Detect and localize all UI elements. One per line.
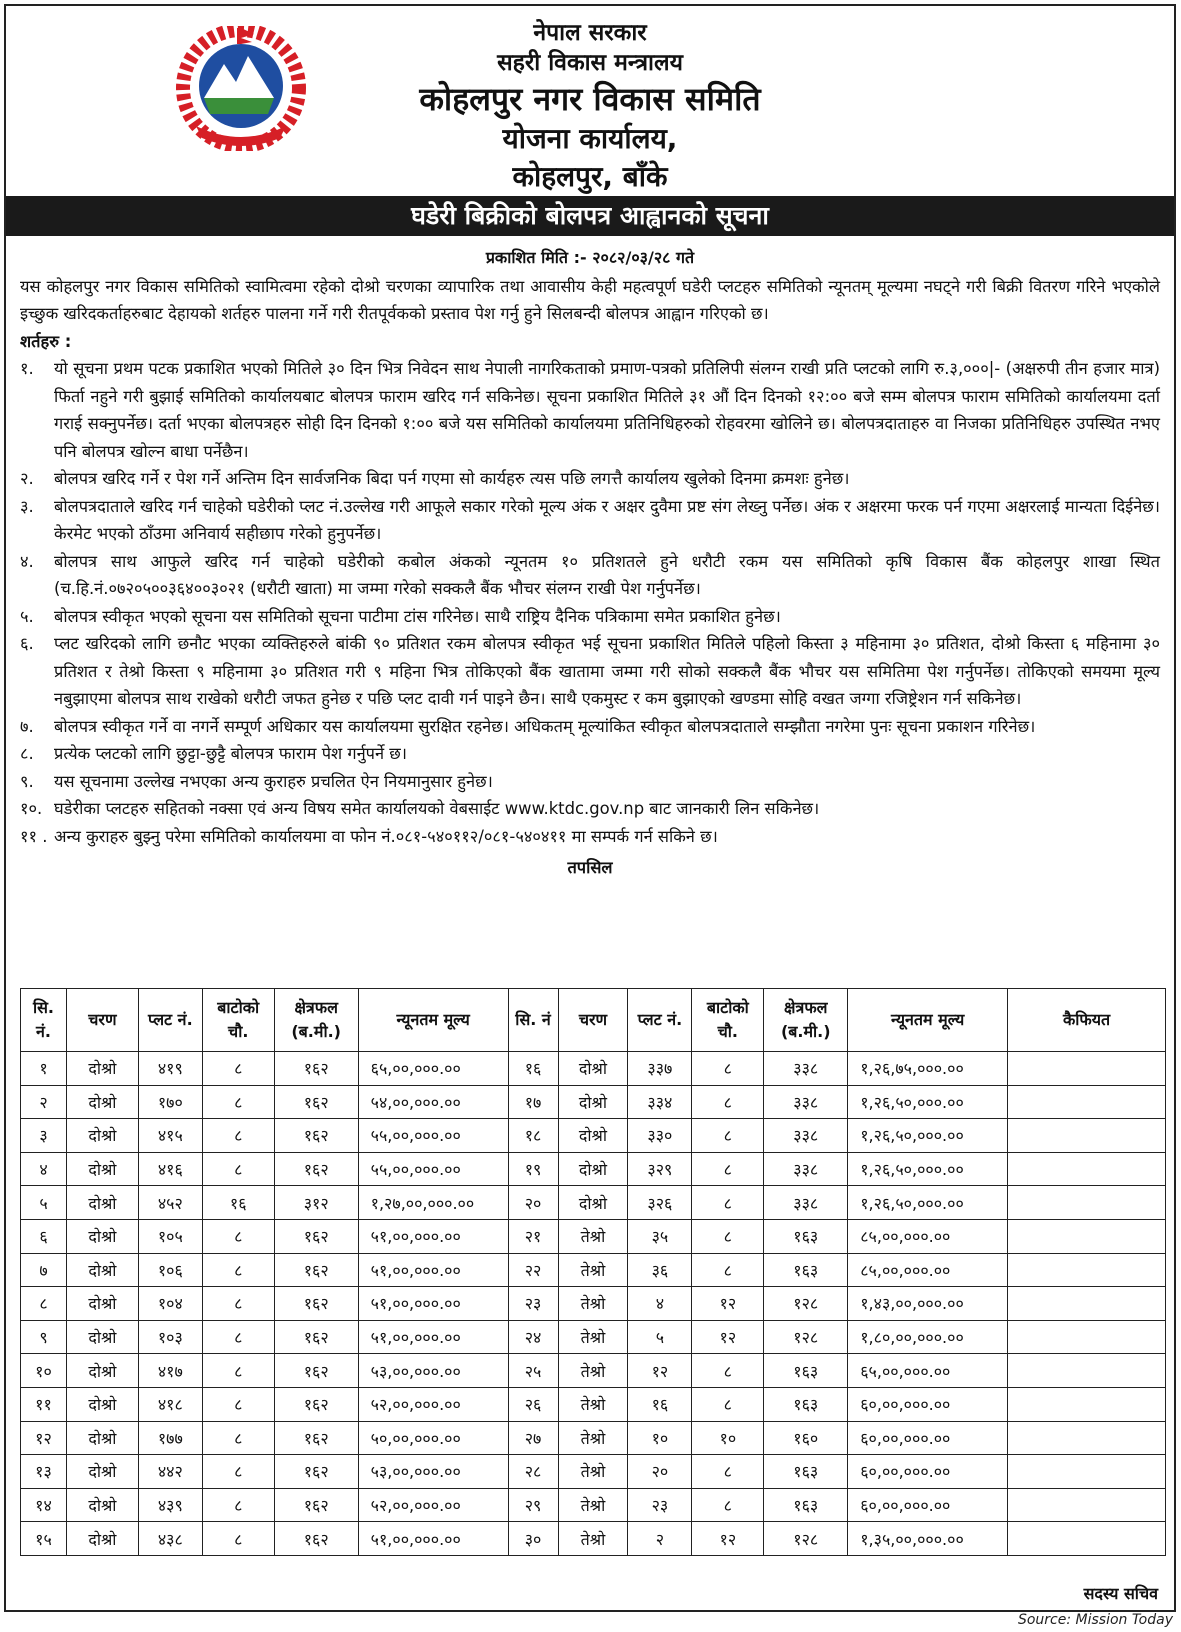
condition-item [20,740,1160,768]
table-cell: १६३ [764,1488,848,1522]
condition-number: ४. [20,551,34,571]
table-cell: ६०,००,०००.०० [848,1488,1008,1522]
table-row [21,1387,1166,1421]
table-cell: तेश्रो [558,1455,628,1489]
table-cell: ८ [692,1387,764,1421]
table-cell: १२ [21,1421,67,1455]
table-cell: १६२ [274,1354,358,1388]
table-cell: तेश्रो [558,1354,628,1388]
table-cell: १,२७,००,०००.०० [358,1186,508,1220]
table-cell: ५३,००,०००.०० [358,1455,508,1489]
table-cell: दोश्रो [558,1152,628,1186]
table-row [21,1186,1166,1220]
table-cell: ६०,००,०००.०० [848,1455,1008,1489]
table-cell: २७ [508,1421,558,1455]
table-cell: दोश्रो [66,1522,138,1556]
table-cell: १२ [692,1287,764,1321]
table-cell [1008,1522,1166,1556]
table-cell: तेश्रो [558,1219,628,1253]
table-cell: १६३ [764,1455,848,1489]
published-date: प्रकाशित मिति :- २०८२/०३/२८ गते [485,248,695,267]
table-cell: १५ [21,1522,67,1556]
column-header: बाटोको चौ. [202,989,274,1052]
signature-title: सदस्य सचिव [1083,1584,1158,1603]
table-cell: दोश्रो [558,1052,628,1086]
table-cell: ४४२ [138,1455,202,1489]
column-header: सि. नं [508,989,558,1052]
table-cell: ५ [21,1186,67,1220]
table-cell: १६३ [764,1253,848,1287]
table-cell: २१ [508,1219,558,1253]
committee-name: कोहलपुर नगर विकास समिति [419,80,761,118]
condition-text: प्रत्येक प्लटको लागि छुट्टा-छुट्टै बोलपत्र फाराम पेश गर्नुपर्ने छ। [54,744,408,763]
table-row [21,1522,1166,1556]
table-cell: ५१,००,०००.०० [358,1320,508,1354]
table-cell: १,२६,५०,०००.०० [848,1085,1008,1119]
table-cell: ८ [692,1052,764,1086]
column-header: सि. नं. [21,989,67,1052]
table-cell: १६ [508,1052,558,1086]
table-cell: ६०,००,०००.०० [848,1387,1008,1421]
conditions-list [20,355,1160,850]
table-cell: १,२६,५०,०००.०० [848,1152,1008,1186]
condition-text: प्लट खरिदको लागि छनौट भएका व्यक्तिहरुले बांकी ९० प्रतिशत रकम बोलपत्र स्वीकृत भई सूचना प्रकाशित मितिले पहिलो किस्ता ३ महिनामा ३० प्रतिशत, दोश्रो किस्ता ६ महिनामा ३० प्रतिशत र तेश्रो किस्ता ९ महिनामा ३० प्रतिशत गरी ९ महिना भित्र तोकिएको बैंक खातामा जम्मा गरी सोको सक्कलै बैंक भौचर यस समितिमा पेश गर्नुपर्नेछ। तोकिएको समयमा मूल्य नबुझाएमा बोलपत्र साथ राखेको धरौटी जफत हुनेछ र पछि प्लट दावी गर्न पाइने छैन। साथै एकमुस्ट र कम बुझाएको खण्डमा सोहि वखत जग्गा रजिष्ट्रेशन गर्न सकिनेछ। [54,634,1160,708]
table-row [21,1219,1166,1253]
column-header: चरण [66,989,138,1052]
table-cell: १,२६,५०,०००.०० [848,1119,1008,1153]
table-cell: १२८ [764,1320,848,1354]
table-cell: ५०,००,०००.०० [358,1421,508,1455]
table-cell: १२ [628,1354,692,1388]
table-cell: दोश्रो [66,1152,138,1186]
table-cell: दोश्रो [558,1085,628,1119]
table-cell: १६२ [274,1320,358,1354]
table-cell: ४१५ [138,1119,202,1153]
table-row [21,1455,1166,1489]
table-cell: तेश्रो [558,1253,628,1287]
table-cell: ३३८ [764,1186,848,1220]
notice-title-banner: घडेरी बिक्रीको बोलपत्र आह्वानको सूचना [6,196,1174,236]
table-cell: १६२ [274,1287,358,1321]
table-cell: ८ [202,1488,274,1522]
table-cell: २४ [508,1320,558,1354]
table-cell: ३३४ [628,1085,692,1119]
table-cell: दोश्रो [66,1052,138,1086]
table-cell: तेश्रो [558,1287,628,1321]
table-cell: १,२६,७५,०००.०० [848,1052,1008,1086]
table-cell: ७ [21,1253,67,1287]
table-cell: १,४३,००,०००.०० [848,1287,1008,1321]
table-cell [1008,1152,1166,1186]
condition-number: २. [20,469,34,488]
table-cell: २० [628,1455,692,1489]
table-cell: १० [628,1421,692,1455]
table-cell [1008,1354,1166,1388]
table-cell: १४ [21,1488,67,1522]
column-header: न्यूनतम मूल्य [358,989,508,1052]
table-cell: ८ [692,1186,764,1220]
condition-item [20,355,1160,465]
table-cell: ८ [202,1320,274,1354]
table-cell: ३० [508,1522,558,1556]
condition-number: ८. [20,744,34,763]
table-cell: ४ [21,1152,67,1186]
table-cell: ४३८ [138,1522,202,1556]
table-cell: ४१६ [138,1152,202,1186]
condition-text: बोलपत्र साथ आफुले खरिद गर्न चाहेको घडेरीको कबोल अंकको न्यूनतम १० प्रतिशतले हुने धरौटी रकम यस समितिको कृषि विकास बैंक कोहलपुर शाखा स्थित (च.हि.नं.०७२०५००३६४००३०२१ (धरौटी खाता) मा जम्मा गरेको सक्कलै बैंक भौचर संलग्न राखी पेश गर्नुपर्नेछ। [54,551,1160,598]
table-cell: ८ [692,1488,764,1522]
table-cell: ८ [202,1219,274,1253]
table-cell: ८ [692,1219,764,1253]
table-row [21,1085,1166,1119]
table-cell: ५५,००,०००.०० [358,1152,508,1186]
table-row [21,1421,1166,1455]
condition-number: ६. [20,634,34,653]
table-cell: १०४ [138,1287,202,1321]
table-cell: ५१,००,०००.०० [358,1522,508,1556]
table-cell: ५२,००,०००.०० [358,1387,508,1421]
conditions-title: शर्तहरु : [20,331,72,351]
condition-number: ७. [20,716,34,736]
table-row [21,1320,1166,1354]
table-cell: दोश्रो [66,1488,138,1522]
table-cell: १७७ [138,1421,202,1455]
table-cell: २८ [508,1455,558,1489]
table-cell: ११ [21,1387,67,1421]
condition-item [20,603,1160,631]
condition-text: अन्य कुराहरु बुझ्नु परेमा समितिको कार्यालयमा वा फोन नं.०८१-५४०११२/०८१-५४०४११ मा सम्पर्क गर्न सकिने छ। [54,826,718,846]
condition-number: १०. [20,799,43,818]
table-cell: १० [21,1354,67,1388]
table-cell: १६३ [764,1387,848,1421]
table-cell: तेश्रो [558,1320,628,1354]
table-cell: ३३० [628,1119,692,1153]
condition-text: बोलपत्र खरिद गर्ने र पेश गर्ने अन्तिम दिन सार्वजनिक बिदा पर्न गएमा सो कार्यहरु त्यस पछि लगत्तै कार्यालय खुलेको दिनमा क्रमशः हुनेछ। [54,469,850,488]
table-body [21,1052,1166,1556]
condition-item [20,465,1160,493]
notice-header [6,6,1174,194]
table-cell: ८ [202,1052,274,1086]
table-cell: १२८ [764,1522,848,1556]
condition-item [20,630,1160,713]
condition-text: घडेरीका प्लटहरु सहितको नक्सा एवं अन्य विषय समेत कार्यालयको वेबसाईट www.ktdc.gov.np बाट जानकारी लिन सकिनेछ। [54,799,820,818]
table-cell: तेश्रो [558,1387,628,1421]
table-cell: २९ [508,1488,558,1522]
table-cell: १६२ [274,1152,358,1186]
condition-number: ९. [20,771,34,791]
table-cell: ४१७ [138,1354,202,1388]
table-cell: ८ [692,1119,764,1153]
table-cell: २ [628,1522,692,1556]
table-cell: दोश्रो [66,1320,138,1354]
table-cell: ८५,००,०००.०० [848,1219,1008,1253]
table-cell: १,२६,५०,०००.०० [848,1186,1008,1220]
table-cell [1008,1085,1166,1119]
table-cell: १६२ [274,1488,358,1522]
table-header-row [21,989,1166,1052]
condition-item [20,768,1160,796]
table-cell: दोश्रो [66,1253,138,1287]
table-cell [1008,1186,1166,1220]
table-cell: ८ [202,1253,274,1287]
condition-text: यस सूचनामा उल्लेख नभएका अन्य कुराहरु प्रचलित ऐन नियमानुसार हुनेछ। [54,771,493,791]
table-cell: २३ [508,1287,558,1321]
condition-item [20,548,1160,603]
table-cell [1008,1119,1166,1153]
table-cell: दोश्रो [66,1186,138,1220]
table-cell: १६२ [274,1387,358,1421]
table-cell: ८ [202,1522,274,1556]
table-row [21,1152,1166,1186]
table-cell: ८ [202,1152,274,1186]
table-cell: ४१८ [138,1387,202,1421]
condition-item [20,493,1160,548]
ministry-name: सहरी विकास मन्त्रालय [497,50,683,76]
table-cell: ५२,००,०००.०० [358,1488,508,1522]
condition-text: यो सूचना प्रथम पटक प्रकाशित भएको मितिले ३० दिन भित्र निवेदन साथ नेपाली नागरिकताको प्रमाण-पत्रको प्रतिलिपी संलग्न राखी प्रति प्लटको लागि रु.३,०००|- (अक्षरुपी तीन हजार मात्र) फिर्ता नहुने गरी बुझाई समितिको कार्यालयबाट बोलपत्र फाराम खरिद गर्न सकिनेछ। सूचना प्रकाशित मितिले ३१ औं दिन दिनको १२:०० बजे सम्म बोलपत्र फाराम समितिको कार्यालयमा दर्ता गराई सक्नुपर्नेछ। दर्ता भएका बोलपत्रहरु सोही दिन दिनको १:०० बजे यस समितिको कार्यालयमा प्रतिनिधिहरुको रोहवरमा खोलिने छ। बोलपत्रदाताहरु वा निजका प्रतिनिधिहरु उपस्थित नभए पनि बोलपत्र खोल्न बाधा पर्नेछैन। [54,359,1160,461]
condition-number: ३. [20,496,34,516]
table-cell: ५१,००,०००.०० [358,1219,508,1253]
condition-text: बोलपत्र स्वीकृत गर्ने वा नगर्ने सम्पूर्ण अधिकार यस कार्यालयमा सुरक्षित रहनेछ। अधिकतम् मूल्यांकित स्वीकृत बोलपत्रदाताले सम्झौता नगरेमा पुनः सूचना प्रकाशन गरिनेछ। [54,716,1036,736]
table-cell [1008,1253,1166,1287]
condition-number: ११ . [20,826,48,846]
table-cell: तेश्रो [558,1421,628,1455]
table-cell: ३३७ [628,1052,692,1086]
table-row [21,1119,1166,1153]
table-cell: ६ [21,1219,67,1253]
table-cell: दोश्रो [66,1287,138,1321]
table-cell: ५ [628,1320,692,1354]
table-cell: तेश्रो [558,1522,628,1556]
table-cell: २६ [508,1387,558,1421]
table-cell: ५३,००,०००.०० [358,1354,508,1388]
table-cell: ३६ [628,1253,692,1287]
table-cell: १७ [508,1085,558,1119]
table-cell: तेश्रो [558,1488,628,1522]
table-cell: २ [21,1085,67,1119]
table-cell: १६ [202,1186,274,1220]
table-cell: दोश्रो [66,1354,138,1388]
table-cell: ५१,००,०००.०० [358,1253,508,1287]
table-cell: ३३८ [764,1152,848,1186]
office-name: योजना कार्यालय, [502,122,678,155]
table-cell: १२ [692,1522,764,1556]
table-cell: दोश्रो [558,1119,628,1153]
column-header: प्लट नं. [628,989,692,1052]
table-cell: ८ [202,1455,274,1489]
table-cell: १०३ [138,1320,202,1354]
table-cell: ९ [21,1320,67,1354]
table-cell: ८ [202,1387,274,1421]
table-row [21,1253,1166,1287]
table-cell: १६२ [274,1052,358,1086]
table-cell: १ [21,1052,67,1086]
table-cell [1008,1488,1166,1522]
table-cell: १,३५,००,०००.०० [848,1522,1008,1556]
table-cell: ३३८ [764,1085,848,1119]
table-cell: १६२ [274,1421,358,1455]
table-cell: ४३९ [138,1488,202,1522]
table-cell: ५५,००,०००.०० [358,1119,508,1153]
column-header: क्षेत्रफल (ब.मी.) [764,989,848,1052]
table-cell: २० [508,1186,558,1220]
table-cell: ८ [202,1085,274,1119]
condition-item [20,795,1160,823]
table-cell: ८ [692,1455,764,1489]
table-cell: ३२६ [628,1186,692,1220]
table-cell: २५ [508,1354,558,1388]
column-header: बाटोको चौ. [692,989,764,1052]
table-cell: ३३८ [764,1052,848,1086]
office-location: कोहलपुर, बाँके [512,160,668,193]
table-row [21,1052,1166,1086]
table-cell: ३५ [628,1219,692,1253]
table-cell: १७० [138,1085,202,1119]
table-cell: ८ [21,1287,67,1321]
table-cell: ५१,००,०००.०० [358,1287,508,1321]
column-header: प्लट नं. [138,989,202,1052]
notice-body [20,244,1160,882]
table-row [21,1488,1166,1522]
table-cell: ४५२ [138,1186,202,1220]
table-cell: १९ [508,1152,558,1186]
condition-number: ५. [20,606,34,626]
table-cell: १६३ [764,1219,848,1253]
table-cell: दोश्रो [558,1186,628,1220]
table-cell: ८ [202,1287,274,1321]
table-cell [1008,1455,1166,1489]
schedule-title: तपसिल [567,858,613,877]
table-cell: १६ [628,1387,692,1421]
table-cell: ८ [692,1354,764,1388]
table-row [21,1354,1166,1388]
table-cell [1008,1052,1166,1086]
table-cell: ८ [202,1421,274,1455]
condition-number: १. [20,359,34,378]
table-cell: १६० [764,1421,848,1455]
table-cell: १३ [21,1455,67,1489]
table-cell: १६३ [764,1354,848,1388]
table-cell: १६२ [274,1119,358,1153]
table-cell: दोश्रो [66,1219,138,1253]
table-cell: १६२ [274,1253,358,1287]
table-cell: ३१२ [274,1186,358,1220]
table-cell [1008,1287,1166,1321]
table-cell: १० [692,1421,764,1455]
table-cell [1008,1219,1166,1253]
table-cell: दोश्रो [66,1387,138,1421]
table-cell: ३ [21,1119,67,1153]
table-cell: १,८०,००,०००.०० [848,1320,1008,1354]
condition-text: बोलपत्र स्वीकृत भएको सूचना यस समितिको सूचना पाटीमा टांस गरिनेछ। साथै राष्ट्रिय दैनिक पत्रिकामा समेत प्रकाशित हुनेछ। [54,606,781,626]
plot-schedule-table [20,988,1166,1556]
table-cell: १६२ [274,1085,358,1119]
table-cell: ८ [692,1085,764,1119]
table-cell: दोश्रो [66,1085,138,1119]
table-cell: ५४,००,०००.०० [358,1085,508,1119]
column-header: कैफियत [1008,989,1166,1052]
table-cell: १८ [508,1119,558,1153]
table-cell: २२ [508,1253,558,1287]
table-cell: ८ [202,1354,274,1388]
table-cell: ४१९ [138,1052,202,1086]
condition-item [20,713,1160,741]
source-credit: Source: Mission Today [1017,1612,1173,1628]
table-cell: ६५,००,०००.०० [358,1052,508,1086]
table-cell: २३ [628,1488,692,1522]
table-cell: १२ [692,1320,764,1354]
intro-paragraph: यस कोहलपुर नगर विकास समितिको स्वामित्वमा रहेको दोश्रो चरणका व्यापारिक तथा आवासीय केही महत्वपूर्ण घडेरी प्लटहरु समितिको न्यूनतम् मूल्यमा नघट्ने गरी बिक्री वितरण गरिने भएकोले इच्छुक खरिदकर्ताहरुबाट देहायको शर्तहरु पालना गर्ने गरी रीतपूर्वकको प्रस्ताव पेश गर्नु हुने सिलबन्दी बोलपत्र आह्वान गरिएको छ। [20,276,1160,323]
table-cell [1008,1320,1166,1354]
table-cell: १६२ [274,1455,358,1489]
table-cell: १६२ [274,1219,358,1253]
table-cell: ६०,००,०००.०० [848,1421,1008,1455]
table-cell: ८ [692,1253,764,1287]
column-header: न्यूनतम मूल्य [848,989,1008,1052]
column-header: चरण [558,989,628,1052]
table-cell: दोश्रो [66,1455,138,1489]
table-cell [1008,1421,1166,1455]
table-cell: ३३८ [764,1119,848,1153]
table-cell: १६२ [274,1522,358,1556]
condition-text: बोलपत्रदाताले खरिद गर्न चाहेको घडेरीको प्लट नं.उल्लेख गरी आफूले सकार गरेको मूल्य अंक र अक्षर दुवैमा प्रष्ट संग लेख्नु पर्नेछ। अंक र अक्षरमा फरक पर्न गएमा अक्षरलाई मान्यता दिईनेछ। केरमेट भएको ठाँउमा अनिवार्य सहीछाप गरेको हुनुपर्नेछ। [54,496,1160,543]
table-cell [1008,1387,1166,1421]
table-cell: दोश्रो [66,1119,138,1153]
table-cell: दोश्रो [66,1421,138,1455]
header-text [6,18,1174,196]
condition-item [20,823,1160,851]
column-header: क्षेत्रफल (ब.मी.) [274,989,358,1052]
notice-frame [4,4,1176,1612]
table-cell: ३२९ [628,1152,692,1186]
table-cell: ४ [628,1287,692,1321]
table-cell: १०५ [138,1219,202,1253]
table-cell: ८५,००,०००.०० [848,1253,1008,1287]
table-cell: ८ [202,1119,274,1153]
table-cell: ६५,००,०००.०० [848,1354,1008,1388]
table-cell: १०६ [138,1253,202,1287]
table-cell: ८ [692,1152,764,1186]
table-row [21,1287,1166,1321]
table-cell: १२८ [764,1287,848,1321]
government-name: नेपाल सरकार [533,20,647,46]
